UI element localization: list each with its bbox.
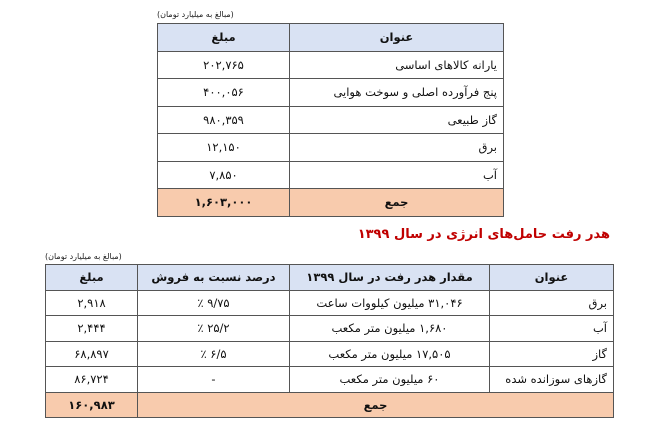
table-row: [158, 134, 504, 162]
total-row: [46, 392, 614, 418]
row-title: گازهای سوزانده شده: [490, 367, 614, 393]
row-percent: -: [138, 367, 290, 393]
total-label: جمع: [138, 392, 614, 418]
row-amount: ۹۸۰,۳۵۹: [158, 106, 290, 134]
row-quantity: ۱,۶۸۰ میلیون متر مکعب: [290, 316, 490, 342]
row-amount: ۲۰۲,۷۶۵: [158, 51, 290, 79]
table1-unit-note: (مبالغ به میلیارد تومان): [157, 10, 234, 19]
table-row: [46, 341, 614, 367]
row-amount: ۱۲,۱۵۰: [158, 134, 290, 162]
row-amount: ۲,۹۱۸: [46, 290, 138, 316]
header-quantity: مقدار هدر رفت در سال ۱۳۹۹: [290, 265, 490, 291]
row-amount: ۷,۸۵۰: [158, 161, 290, 189]
header-title: عنوان: [490, 265, 614, 291]
row-percent: ٪ ۶/۵: [138, 341, 290, 367]
table-header-row: [158, 24, 504, 52]
row-title: گاز: [490, 341, 614, 367]
total-row: [158, 189, 504, 217]
table-row: [158, 79, 504, 107]
row-title: آب: [290, 161, 504, 189]
table-header-row: [46, 265, 614, 291]
row-title: برق: [490, 290, 614, 316]
section-title: هدر رفت حامل‌های انرژی در سال ۱۳۹۹: [357, 227, 610, 242]
row-amount: ۲,۴۴۴: [46, 316, 138, 342]
row-title: پنج فرآورده اصلی و سوخت هوایی: [290, 79, 504, 107]
table2-unit-note: (مبالغ به میلیارد تومان): [45, 252, 122, 261]
table-row: [46, 316, 614, 342]
table-row: [46, 290, 614, 316]
total-amount: ۱,۶۰۳,۰۰۰: [158, 189, 290, 217]
header-amount: مبلغ: [46, 265, 138, 291]
table-row: [46, 367, 614, 393]
row-title: یارانه کالاهای اساسی: [290, 51, 504, 79]
total-label: جمع: [290, 189, 504, 217]
row-amount: ۸۶,۷۲۴: [46, 367, 138, 393]
table-row: [158, 106, 504, 134]
row-quantity: ۱۷,۵۰۵ میلیون متر مکعب: [290, 341, 490, 367]
row-quantity: ۳۱,۰۴۶ میلیون کیلووات ساعت: [290, 290, 490, 316]
subsidy-table: [157, 23, 504, 217]
table-row: [158, 161, 504, 189]
header-amount: مبلغ: [158, 24, 290, 52]
header-percent: درصد نسبت به فروش: [138, 265, 290, 291]
row-quantity: ۶۰ میلیون متر مکعب: [290, 367, 490, 393]
row-amount: ۴۰۰,۰۵۶: [158, 79, 290, 107]
table-row: [158, 51, 504, 79]
row-title: آب: [490, 316, 614, 342]
header-title: عنوان: [290, 24, 504, 52]
energy-loss-table: [45, 264, 614, 418]
row-percent: ٪ ۹/۷۵: [138, 290, 290, 316]
total-amount: ۱۶۰,۹۸۳: [46, 392, 138, 418]
row-percent: ٪ ۲۵/۲: [138, 316, 290, 342]
row-amount: ۶۸,۸۹۷: [46, 341, 138, 367]
row-title: گاز طبیعی: [290, 106, 504, 134]
row-title: برق: [290, 134, 504, 162]
